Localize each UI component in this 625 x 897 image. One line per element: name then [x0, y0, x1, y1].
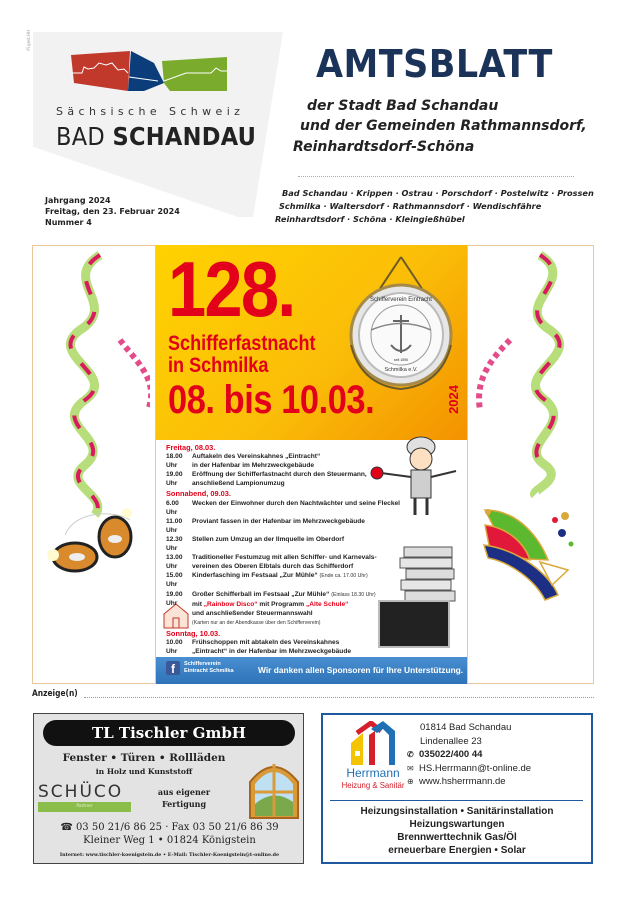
- herrmann-tagline: Heizung & Sanitär: [341, 781, 405, 790]
- ad-tischler-web[interactable]: Internet: www.tischler-koenigstein.de • E-Mail: Tischler-Koenigstein@t-online.de: [59, 852, 280, 858]
- herrmann-city: 01814 Bad Schandau: [420, 722, 512, 733]
- streamer-right-icon: [470, 250, 590, 500]
- envelope-icon: ✉: [407, 764, 414, 773]
- ad-tischler-name: TL Tischler GmbH: [43, 720, 295, 746]
- herrmann-house-logo-icon: [349, 721, 397, 767]
- schuco-logo: SCHÜCO: [38, 782, 124, 802]
- schedule-day: Sonntag, 10.03.: [166, 628, 221, 638]
- herrmann-divider: [330, 800, 583, 801]
- svg-text:seit 1896: seit 1896: [393, 358, 409, 362]
- jester-hat-icon: [480, 500, 580, 605]
- ad-tischler-own-production: aus eigener Fertigung: [157, 787, 211, 809]
- logo-region: Sächsische Schweiz: [56, 105, 245, 118]
- ads-divider: [84, 697, 594, 698]
- phone-icon: ✆: [407, 750, 414, 759]
- herrmann-service: erneuerbare Energien • Solar: [388, 845, 526, 856]
- window-icon: [246, 758, 302, 820]
- subtitle-line-1: der Stadt Bad Schandau: [307, 98, 499, 114]
- herrmann-phone: ✆ 035022/400 44: [407, 749, 483, 760]
- issue-number: Nummer 4: [45, 218, 92, 227]
- event-dates: 08. bis 10.03.: [168, 378, 375, 422]
- event-name-line-2: in Schmilka: [168, 354, 269, 377]
- herrmann-name: Herrmann: [346, 766, 400, 780]
- town-logo-icon: [66, 43, 231, 99]
- issue-date: Freitag, den 23. Februar 2024: [45, 207, 180, 216]
- divider: [298, 176, 574, 177]
- schedule-day: Sonnabend, 09.03.: [166, 489, 231, 499]
- schedule-item: 11.00 Uhr Proviant fassen in der Hafenbar im Mehrzweckgebäude: [166, 517, 365, 534]
- ads-label: Anzeige(n): [32, 689, 78, 699]
- event-schedule: [166, 442, 466, 656]
- schedule-item: 18.00 Uhr Auftakeln des Vereinskahnes „Eintracht“ in der Hafenbar im Mehrzweckgebäude: [166, 453, 321, 470]
- subtitle-line-2: und der Gemeinden Rathmannsdorf,: [300, 118, 587, 134]
- ad-tischler-address: Kleiner Weg 1 • 01824 Königstein: [83, 835, 256, 846]
- club-emblem-icon: [346, 255, 456, 395]
- herrmann-web[interactable]: ⊕ www.hsherrmann.de: [407, 776, 506, 787]
- mask-icon: [35, 495, 140, 585]
- issue-volume: Jahrgang 2024: [45, 196, 111, 205]
- schedule-item: 12.30 Uhr Stellen zum Umzug an der Ilmquelle im Oberdorf: [166, 535, 345, 553]
- schedule-item: 13.00 Uhr Traditioneller Festumzug mit allen Schiffer- und Karnevals- vereinen des Oberen Elbtals durch das Schifferdorf: [166, 554, 377, 571]
- schedule-item: 15.00 Uhr Kinderfasching im Festsaal „Zur Mühle“ (Ende ca. 17.00 Uhr): [166, 572, 368, 589]
- facebook-icon[interactable]: f: [166, 661, 180, 675]
- globe-icon: ⊕: [407, 777, 414, 786]
- herrmann-email[interactable]: ✉ HS.Herrmann@t-online.de: [407, 763, 532, 774]
- event-name-line-1: Schifferfastnacht: [168, 332, 316, 355]
- issue-info: [45, 195, 180, 228]
- herrmann-service: Brennwerttechnik Gas/Öl: [397, 832, 517, 843]
- event-year: 2024: [446, 385, 461, 414]
- facebook-page-link[interactable]: Schifferverein Eintracht Schmilka: [184, 661, 234, 674]
- sponsor-thanks: Wir danken allen Sponsoren für Ihre Unterstützung.: [258, 665, 464, 675]
- svg-text:Schmilka e.V.: Schmilka e.V.: [384, 367, 418, 373]
- schuco-partner-label: Partner: [38, 802, 131, 812]
- page-title: AMTSBLATT: [316, 42, 553, 86]
- margin-note: Pi.gest.HH: [26, 30, 31, 51]
- event-edition-number: 128.: [168, 245, 295, 333]
- ad-tischler-materials: in Holz und Kunststoff: [95, 767, 193, 776]
- schedule-item: 10.00 Uhr Frühschoppen mit abtakeln des Vereinskahnes „Eintracht“ in der Hafenbar im Mehrzweckgebäude: [166, 638, 352, 656]
- places-line-1: Bad Schandau · Krippen · Ostrau · Porschdorf · Postelwitz · Prossen: [282, 188, 594, 198]
- schedule-item: 19.00 Uhr Großer Schifferball im Festsaal „Zur Mühle“ (Einlass 18.30 Uhr) mit „Rainbow Disco“ mit Programm „Alte Schule“ und anschließender Steuermannswahl (Karten nur an der Abendkasse über den Schifferverein): [166, 590, 376, 626]
- ad-tischler[interactable]: [33, 713, 304, 864]
- ad-herrmann[interactable]: [321, 713, 593, 864]
- event-poster: [155, 245, 468, 684]
- places-line-2: Schmilka · Waltersdorf · Rathmannsdorf · Wendischfähre: [279, 201, 542, 211]
- subtitle-line-3: Reinhardtsdorf-Schöna: [293, 139, 475, 155]
- logo-town: BAD SCHANDAU: [56, 122, 257, 151]
- emblem-top-text: Schifferverein Eintracht: [370, 297, 432, 303]
- schedule-item: 19.00 Uhr Eröffnung der Schifferfastnacht durch den Steuermann, anschließend Lampionumzug: [166, 471, 367, 488]
- ad-tischler-phone: ☎ 03 50 21/6 86 25 · Fax 03 50 21/6 86 39: [60, 822, 279, 833]
- schedule-item: 6.00 Uhr Wecken der Einwohner durch den Nachtwächter und seine Fleckel: [166, 499, 401, 516]
- herrmann-service: Heizungsinstallation • Sanitärinstallation: [360, 806, 554, 817]
- ad-tischler-products: Fenster • Türen • Rollläden: [62, 752, 226, 764]
- schedule-day: Freitag, 08.03.: [166, 443, 216, 452]
- herrmann-street: Lindenallee 23: [420, 736, 482, 747]
- herrmann-service: Heizungswartungen: [409, 819, 505, 830]
- places-line-3: Reinhardtsdorf · Schöna · Kleingießhübel: [275, 214, 465, 224]
